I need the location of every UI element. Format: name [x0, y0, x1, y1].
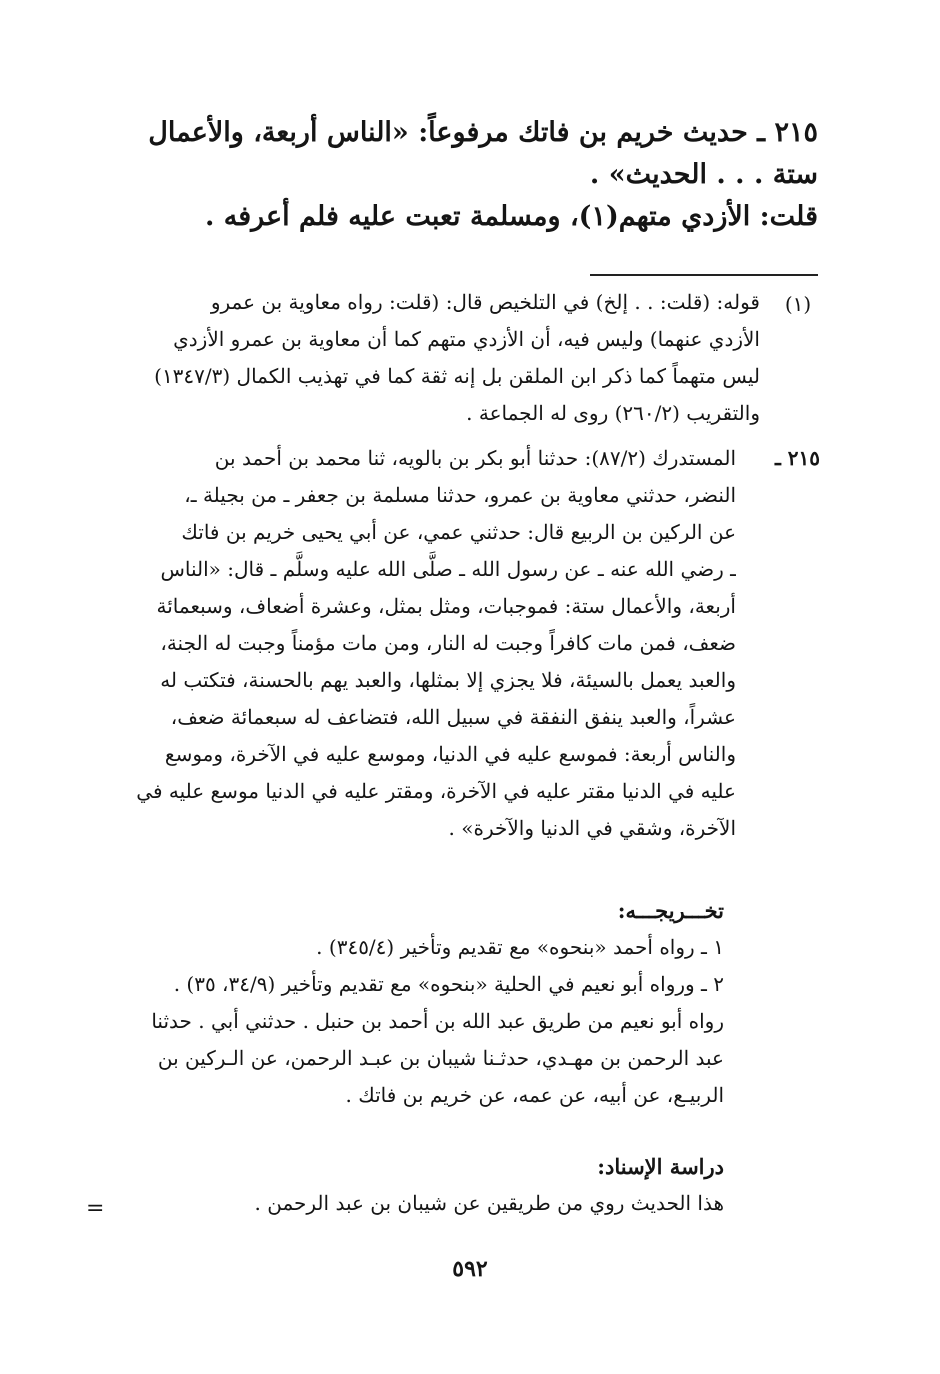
hadith-number: ٢١٥ — [774, 117, 818, 148]
takhrij-heading: تخـــريجـــه: — [617, 898, 724, 923]
entry-number: ٢١٥ ـ — [774, 446, 820, 470]
takhrij-line-4: عبد الرحمن بن مهـدي، حدثـنا شيبان بن عبـد الرحمن، عن الـركين بن — [157, 1046, 724, 1070]
main-hadith-line-2: ستة . . . الحديث» . — [589, 159, 818, 190]
entry-line-2: النضر، حدثني معاوية بن عمرو، حدثنا مسلمة بن جعفر ـ من بجيلة ـ، — [184, 483, 736, 507]
entry-line-3: عن الركين بن الربيع قال: حدثني عمي، عن أبي يحيى خريم بن فاتك — [181, 520, 736, 544]
footnote-separator — [590, 274, 818, 276]
footnote-line-4: والتقريب (٢٦٠/٢) روى له الجماعة . — [466, 401, 760, 425]
entry-line-10: عليه في الدنيا مقتر عليه في الآخرة، ومقتر عليه في الدنيا موسع عليه في — [136, 779, 736, 803]
entry-line-6: ضعف، فمن مات كافراً وجبت له النار، ومن مات مؤمناً وجبت له الجنة، — [160, 631, 736, 655]
entry-line-11: الآخرة، وشقي في الدنيا والآخرة» . — [448, 816, 736, 840]
takhrij-line-2: ٢ ـ ورواه أبو نعيم في الحلية «بنحوه» مع تقديم وتأخير (٣٤/٩، ٣٥) . — [173, 972, 724, 996]
main-hadith-line-3: قلت: الأزدي متهم(١)، ومسلمة تعبت عليه فلم أعرفه . — [204, 201, 818, 232]
footnote-marker: (١) — [784, 292, 812, 316]
main-hadith-text-1: ـ حديث خريم بن فاتك مرفوعاً: «الناس أربعة، والأعمال — [148, 117, 766, 148]
main-hadith — [118, 112, 818, 238]
entry-line-8: عشراً، والعبد ينفق النفقة في سبيل الله، فتضاعف له سبعمائة ضعف، — [170, 705, 736, 729]
main-hadith-line-1 — [118, 112, 818, 154]
takhrij-section — [114, 892, 724, 1114]
entry-line-5: أربعة، والأعمال ستة: فموجبات، ومثل بمثل، وعشرة أضعاف، وسبعمائة — [156, 594, 736, 618]
entry-line-4: ـ رضي الله عنه ـ عن رسول الله ـ صلَّى الله عليه وسلَّم ـ قال: «الناس — [160, 557, 736, 581]
entry-body — [116, 440, 736, 847]
page-number: ٥٩٢ — [452, 1256, 488, 1282]
entry-line-1: المستدرك (٨٧/٢): حدثنا أبو بكر بن بالويه، ثنا محمد بن أحمد بن — [214, 446, 736, 470]
isnad-line-1: هذا الحديث روي من طريقين عن شيبان بن عبد الرحمن . — [254, 1191, 724, 1215]
footnote-line-1: قوله: (قلت: . . إلخ) في التلخيص قال: (قلت: رواه معاوية بن عمرو — [210, 290, 760, 314]
isnad-section — [114, 1148, 724, 1222]
isnad-heading: دراسة الإسناد: — [597, 1154, 724, 1179]
takhrij-line-1: ١ ـ رواه أحمد «بنحوه» مع تقديم وتأخير (٣٤٥/٤) . — [316, 935, 724, 959]
footnote-line-3: ليس متهماً كما ذكر ابن الملقن بل إنه ثقة كما في تهذيب الكمال (١٣٤٧/٣) — [154, 364, 760, 388]
entry-line-7: والعبد يعمل بالسيئة، فلا يجزي إلا بمثلها، والعبد يهم بالحسنة، فتكتب له — [160, 668, 736, 692]
takhrij-line-3: رواه أبو نعيم من طريق عبد الله بن أحمد بن حنبل . حدثني أبي . حدثنا — [151, 1009, 724, 1033]
continuation-mark: = — [86, 1196, 105, 1221]
entry-line-9: والناس أربعة: فموسع عليه في الدنيا، وموسع عليه في الآخرة، وموسع — [164, 742, 736, 766]
takhrij-line-5: الربيـع، عن أبيه، عن عمه، عن خريم بن فاتك . — [345, 1083, 724, 1107]
footnote-line-2: الأزدي عنهما) وليس فيه، أن الأزدي متهم كما أن معاوية بن عمرو الأزدي — [173, 327, 760, 351]
footnote-body — [115, 284, 760, 432]
